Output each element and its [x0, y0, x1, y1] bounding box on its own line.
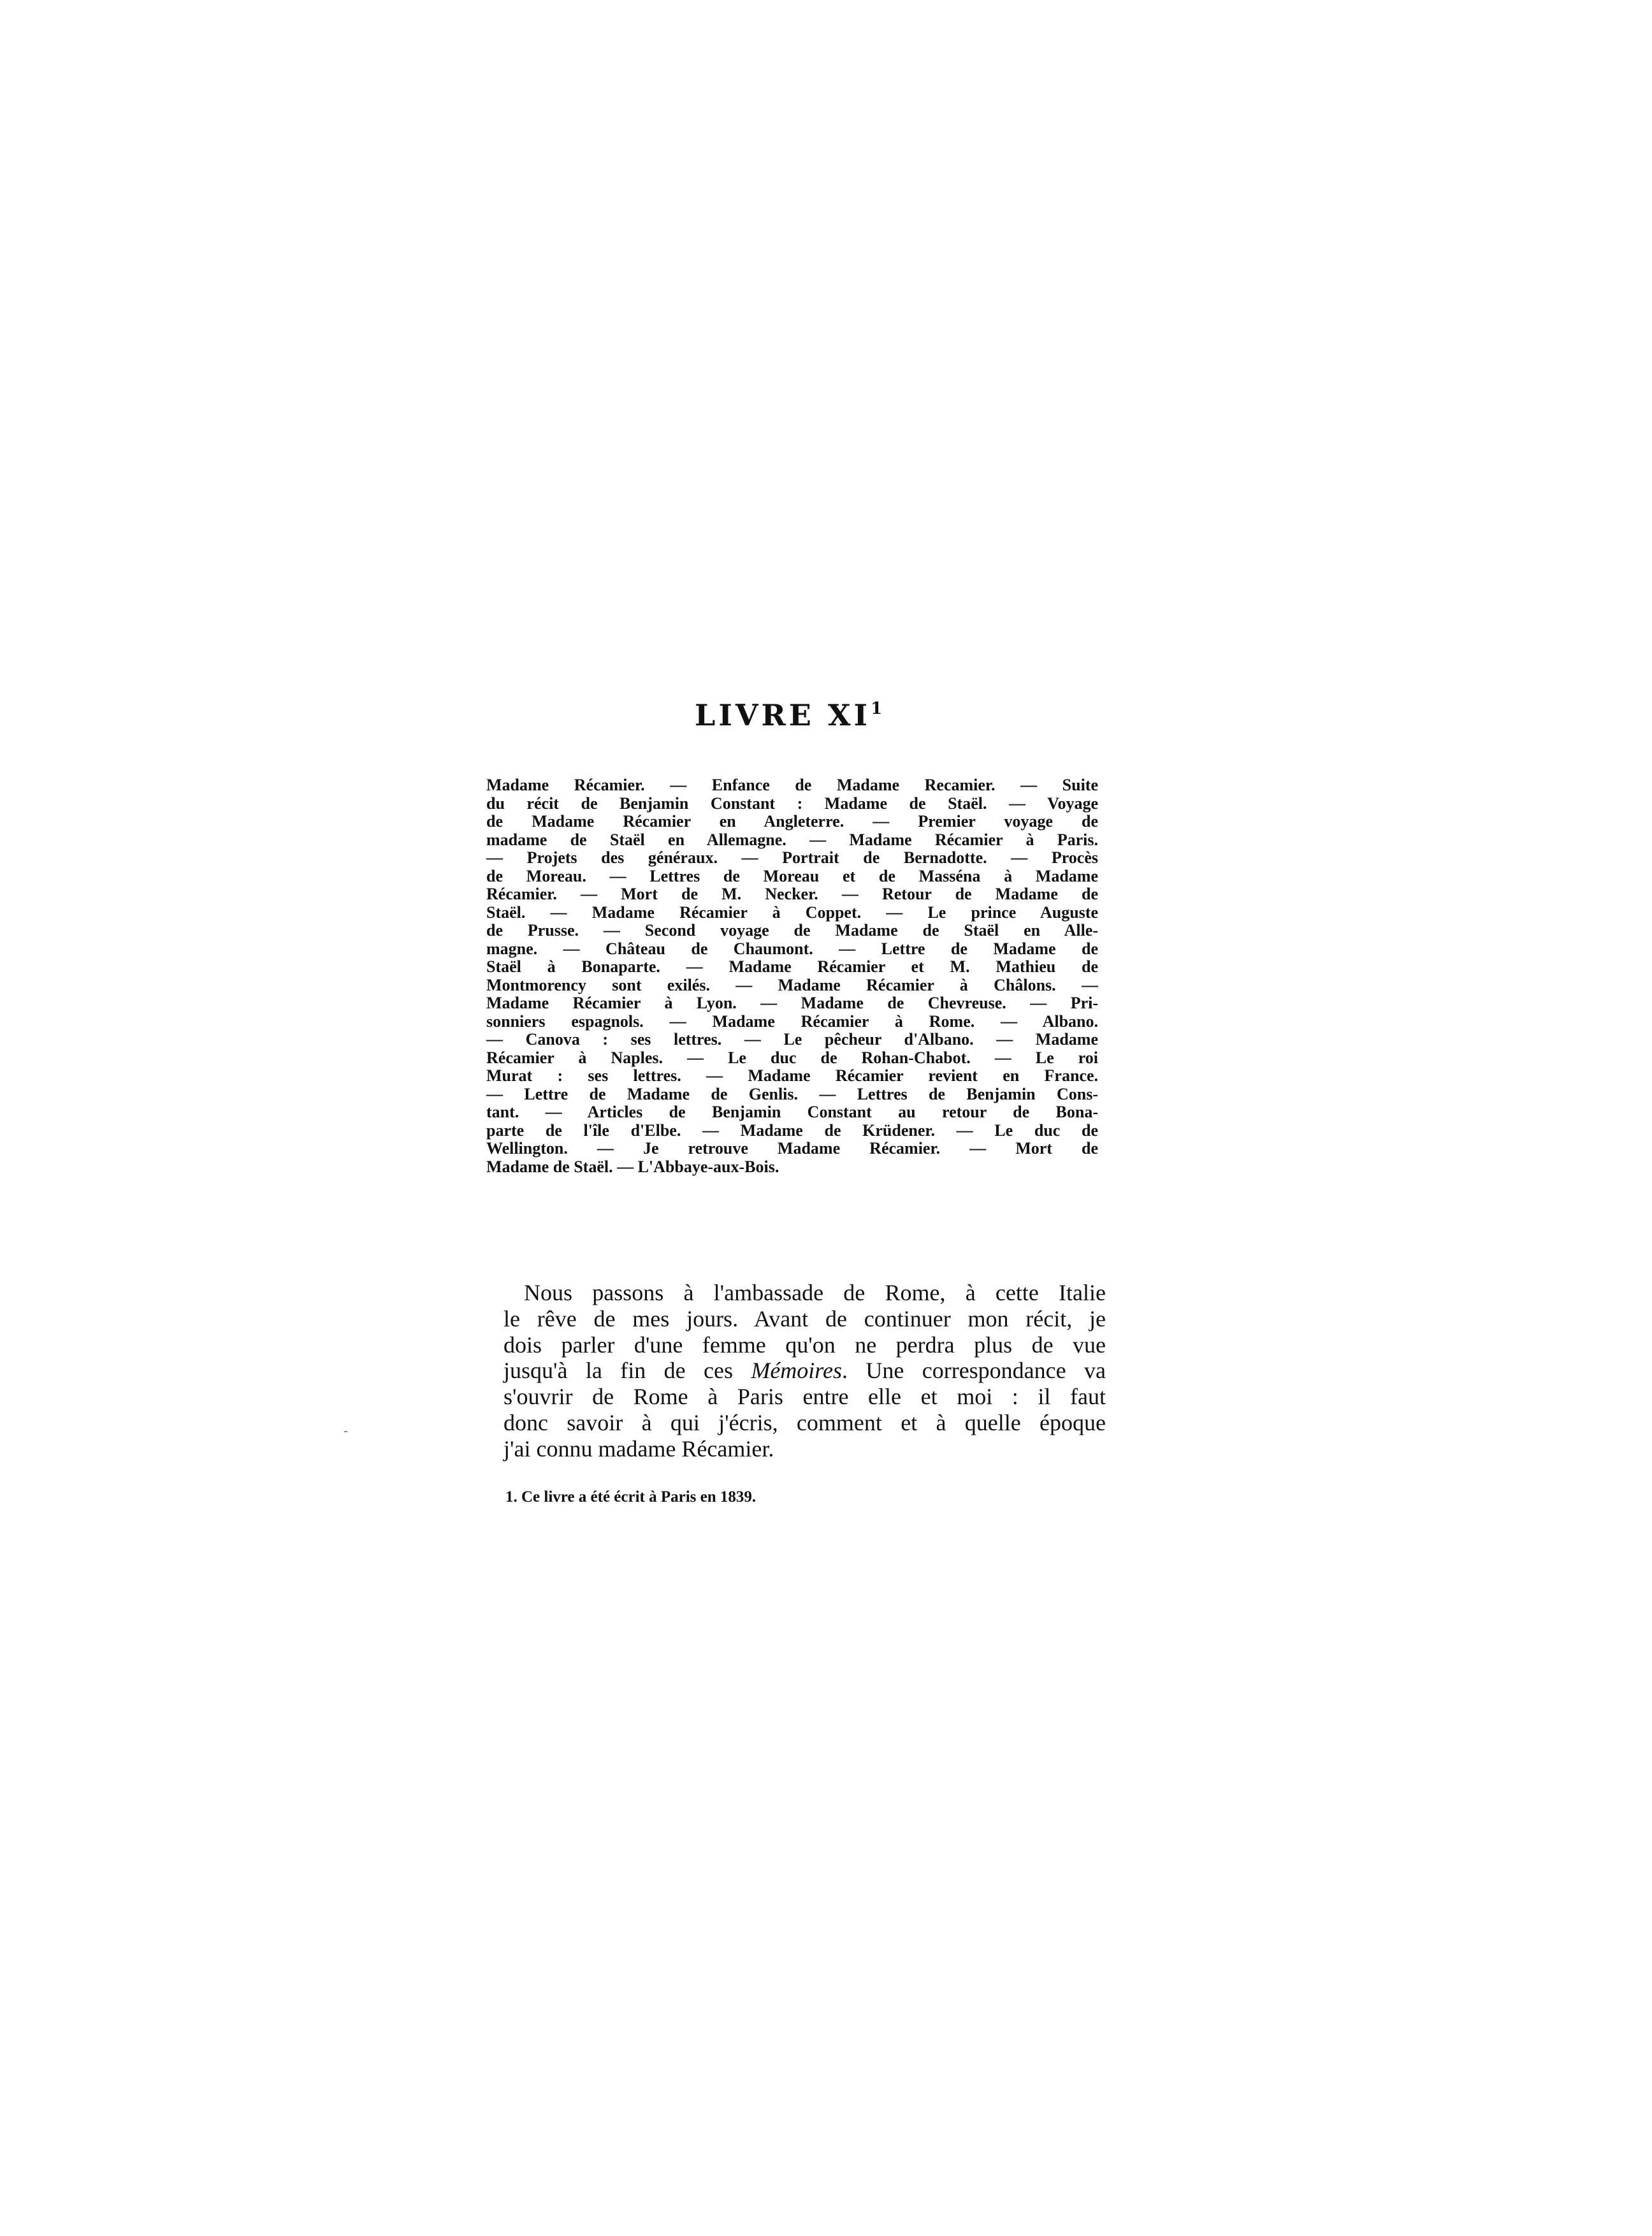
- body-line-end: . Une correspondance va: [841, 1358, 1106, 1384]
- body-line: le rêve de mes jours. Avant de continuer mon récit, je: [504, 1305, 1106, 1332]
- summary-line: Récamier. — Mort de M. Necker. — Retour de Madame de: [486, 885, 1098, 903]
- chapter-summary: [486, 776, 1098, 1176]
- body-line: donc savoir à qui j'écris, comment et à quelle époque: [504, 1409, 1106, 1435]
- book-heading-text: LIVRE XI: [695, 698, 871, 732]
- summary-line: — Lettre de Madame de Genlis. — Lettres de Benjamin Cons-: [486, 1084, 1098, 1103]
- summary-line: tant. — Articles de Benjamin Constant au retour de Bona-: [486, 1103, 1098, 1121]
- body-line: s'ouvrir de Rome à Paris entre elle et moi : il faut: [504, 1384, 1106, 1410]
- body-paragraph: [504, 1280, 1106, 1462]
- body-line: Nous passons à l'ambassade de Rome, à cette Italie: [524, 1280, 1106, 1305]
- body-line: j'ai connu madame Récamier.: [504, 1435, 774, 1462]
- summary-line: Staël. — Madame Récamier à Coppet. — Le prince Auguste: [486, 903, 1098, 922]
- summary-line: parte de l'île d'Elbe. — Madame de Krüdener. — Le duc de: [486, 1121, 1098, 1140]
- summary-line: — Projets des généraux. — Portrait de Bernadotte. — Procès: [486, 848, 1098, 867]
- summary-line: Montmorency sont exilés. — Madame Récamier à Châlons. —: [486, 975, 1098, 994]
- summary-line: magne. — Château de Chaumont. — Lettre de Madame de: [486, 939, 1098, 958]
- summary-line: Murat : ses lettres. — Madame Récamier revient en France.: [486, 1066, 1098, 1085]
- summary-line: Madame Récamier à Lyon. — Madame de Chevreuse. — Pri-: [486, 994, 1098, 1012]
- book-heading: [695, 698, 899, 732]
- summary-line: Madame Récamier. — Enfance de Madame Recamier. — Suite: [486, 776, 1098, 794]
- scan-speck: [344, 1431, 347, 1432]
- summary-line: Wellington. — Je retrouve Madame Récamier. — Mort de: [486, 1139, 1098, 1158]
- summary-line: de Madame Récamier en Angleterre. — Premier voyage de: [486, 812, 1098, 831]
- italic-title: Mémoires: [751, 1358, 842, 1384]
- summary-line: madame de Staël en Allemagne. — Madame Récamier à Paris.: [486, 830, 1098, 849]
- summary-line: de Moreau. — Lettres de Moreau et de Masséna à Madame: [486, 866, 1098, 885]
- summary-line: de Prusse. — Second voyage de Madame de Staël en Alle-: [486, 921, 1098, 940]
- summary-line: Récamier à Naples. — Le duc de Rohan-Chabot. — Le roi: [486, 1048, 1098, 1067]
- body-line-start: jusqu'à la fin de ces: [504, 1358, 751, 1384]
- summary-line: — Canova : ses lettres. — Le pêcheur d'Albano. — Madame: [486, 1030, 1098, 1049]
- footnote-reference: 1: [871, 699, 883, 718]
- body-line-with-italic: [504, 1358, 1106, 1384]
- summary-line: Staël à Bonaparte. — Madame Récamier et M. Mathieu de: [486, 957, 1098, 976]
- footnote: 1. Ce livre a été écrit à Paris en 1839.: [505, 1488, 757, 1506]
- summary-line: sonniers espagnols. — Madame Récamier à Rome. — Albano.: [486, 1012, 1098, 1031]
- summary-line: du récit de Benjamin Constant : Madame de Staël. — Voyage: [486, 794, 1098, 813]
- summary-line: Madame de Staël. — L'Abbaye-aux-Bois.: [486, 1157, 779, 1176]
- body-line: dois parler d'une femme qu'on ne perdra plus de vue: [504, 1332, 1106, 1358]
